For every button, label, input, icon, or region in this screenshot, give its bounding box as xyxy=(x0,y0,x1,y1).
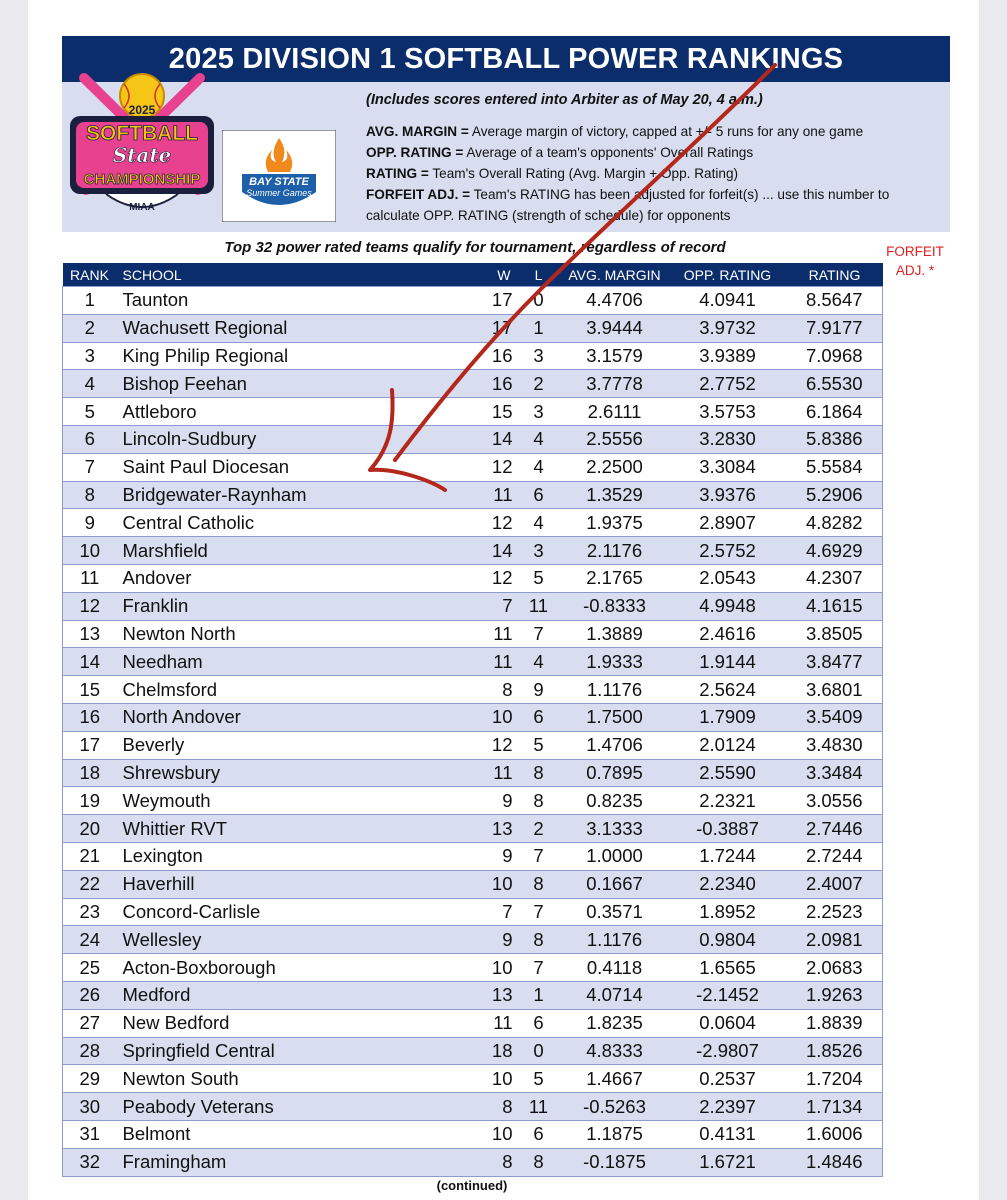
logo-bay-state: BAY STATE xyxy=(249,176,309,188)
wins-cell: 11 xyxy=(433,481,517,509)
wins-cell: 9 xyxy=(433,787,517,815)
avg-margin-cell: 2.2500 xyxy=(561,453,669,481)
column-header-opp-rating: OPP. RATING xyxy=(669,263,787,287)
column-header-w: W xyxy=(433,263,517,287)
table-row xyxy=(63,1148,883,1176)
school-cell: Saint Paul Diocesan xyxy=(117,453,433,481)
rank-cell: 16 xyxy=(63,703,117,731)
rank-cell: 8 xyxy=(63,481,117,509)
rank-cell: 17 xyxy=(63,731,117,759)
losses-cell: 6 xyxy=(517,481,561,509)
avg-margin-cell: 0.4118 xyxy=(561,954,669,982)
avg-margin-cell: 3.1579 xyxy=(561,342,669,370)
school-cell: Haverhill xyxy=(117,870,433,898)
rating-cell: 1.7204 xyxy=(787,1065,883,1093)
wins-cell: 18 xyxy=(433,1037,517,1065)
avg-margin-cell: 1.1176 xyxy=(561,676,669,704)
rating-cell: 6.5530 xyxy=(787,370,883,398)
opp-rating-cell: 2.0124 xyxy=(669,731,787,759)
wins-cell: 8 xyxy=(433,1093,517,1121)
definition-avg-margin xyxy=(366,121,941,142)
wins-cell: 17 xyxy=(433,314,517,342)
losses-cell: 5 xyxy=(517,1065,561,1093)
rank-cell: 23 xyxy=(63,898,117,926)
table-row xyxy=(63,954,883,982)
table-row xyxy=(63,1065,883,1093)
school-cell: North Andover xyxy=(117,703,433,731)
table-row xyxy=(63,703,883,731)
table-row xyxy=(63,370,883,398)
bay-state-games-logo xyxy=(222,130,336,222)
definition-text: Average of a team's opponents' Overall Ratings xyxy=(463,145,754,160)
wins-cell: 14 xyxy=(433,425,517,453)
avg-margin-cell: 1.1176 xyxy=(561,926,669,954)
rank-cell: 7 xyxy=(63,453,117,481)
rank-cell: 2 xyxy=(63,314,117,342)
table-row xyxy=(63,537,883,565)
losses-cell: 5 xyxy=(517,564,561,592)
table-row xyxy=(63,981,883,1009)
logo-word-softball: SOFTBALL xyxy=(86,122,198,145)
avg-margin-cell: 0.3571 xyxy=(561,898,669,926)
losses-cell: 4 xyxy=(517,425,561,453)
table-row xyxy=(63,592,883,620)
losses-cell: 6 xyxy=(517,1009,561,1037)
school-cell: Franklin xyxy=(117,592,433,620)
rating-cell: 7.0968 xyxy=(787,342,883,370)
school-cell: Andover xyxy=(117,564,433,592)
rank-cell: 29 xyxy=(63,1065,117,1093)
wins-cell: 14 xyxy=(433,537,517,565)
school-cell: Newton South xyxy=(117,1065,433,1093)
table-row xyxy=(63,342,883,370)
rating-cell: 5.8386 xyxy=(787,425,883,453)
avg-margin-cell: 2.6111 xyxy=(561,398,669,426)
definition-term: RATING = xyxy=(366,166,429,181)
rating-cell: 1.4846 xyxy=(787,1148,883,1176)
avg-margin-cell: 3.7778 xyxy=(561,370,669,398)
rank-cell: 12 xyxy=(63,592,117,620)
table-row xyxy=(63,731,883,759)
avg-margin-cell: 1.9375 xyxy=(561,509,669,537)
wins-cell: 17 xyxy=(433,287,517,315)
wins-cell: 7 xyxy=(433,592,517,620)
rating-cell: 8.5647 xyxy=(787,287,883,315)
school-cell: Lincoln-Sudbury xyxy=(117,425,433,453)
table-row xyxy=(63,509,883,537)
rank-cell: 20 xyxy=(63,815,117,843)
opp-rating-cell: -0.3887 xyxy=(669,815,787,843)
rating-cell: 1.9263 xyxy=(787,981,883,1009)
table-row xyxy=(63,870,883,898)
rank-cell: 30 xyxy=(63,1093,117,1121)
school-cell: Wellesley xyxy=(117,926,433,954)
wins-cell: 7 xyxy=(433,898,517,926)
avg-margin-cell: 1.8235 xyxy=(561,1009,669,1037)
losses-cell: 7 xyxy=(517,954,561,982)
table-row xyxy=(63,398,883,426)
avg-margin-cell: 0.8235 xyxy=(561,787,669,815)
rating-cell: 4.8282 xyxy=(787,509,883,537)
wins-cell: 12 xyxy=(433,731,517,759)
logo-org: MIAA xyxy=(129,202,155,213)
rank-cell: 15 xyxy=(63,676,117,704)
wins-cell: 10 xyxy=(433,703,517,731)
wins-cell: 9 xyxy=(433,842,517,870)
avg-margin-cell: 3.9444 xyxy=(561,314,669,342)
rating-cell: 2.7446 xyxy=(787,815,883,843)
opp-rating-cell: 2.5752 xyxy=(669,537,787,565)
table-row xyxy=(63,481,883,509)
rating-cell: 2.7244 xyxy=(787,842,883,870)
column-header-rating: RATING xyxy=(787,263,883,287)
opp-rating-cell: 3.9389 xyxy=(669,342,787,370)
avg-margin-cell: 4.8333 xyxy=(561,1037,669,1065)
avg-margin-cell: 4.0714 xyxy=(561,981,669,1009)
wins-cell: 16 xyxy=(433,342,517,370)
definition-text: Team's RATING has been adjusted for forfeit(s) ... use this number to calculate OPP. RATING (strength of schedule) for opponents xyxy=(366,187,890,223)
wins-cell: 9 xyxy=(433,926,517,954)
wins-cell: 11 xyxy=(433,648,517,676)
school-cell: Bridgewater-Raynham xyxy=(117,481,433,509)
table-row xyxy=(63,648,883,676)
rating-cell: 2.0683 xyxy=(787,954,883,982)
wins-cell: 11 xyxy=(433,759,517,787)
table-row xyxy=(63,1009,883,1037)
school-cell: Taunton xyxy=(117,287,433,315)
definition-term: FORFEIT ADJ. = xyxy=(366,187,471,202)
rank-cell: 3 xyxy=(63,342,117,370)
opp-rating-cell: 2.0543 xyxy=(669,564,787,592)
losses-cell: 9 xyxy=(517,676,561,704)
wins-cell: 12 xyxy=(433,509,517,537)
page-title: 2025 DIVISION 1 SOFTBALL POWER RANKINGS xyxy=(62,36,950,82)
school-cell: Wachusett Regional xyxy=(117,314,433,342)
logo-word-championship: CHAMPIONSHIP xyxy=(83,171,201,188)
definition-forfeit-adj xyxy=(366,184,941,226)
losses-cell: 8 xyxy=(517,926,561,954)
wins-cell: 8 xyxy=(433,676,517,704)
opp-rating-cell: 1.6565 xyxy=(669,954,787,982)
rating-cell: 4.1615 xyxy=(787,592,883,620)
definition-rating xyxy=(366,163,941,184)
losses-cell: 4 xyxy=(517,509,561,537)
school-cell: Newton North xyxy=(117,620,433,648)
losses-cell: 7 xyxy=(517,898,561,926)
rating-cell: 1.6006 xyxy=(787,1120,883,1148)
opp-rating-cell: 2.2340 xyxy=(669,870,787,898)
rating-cell: 3.4830 xyxy=(787,731,883,759)
rating-cell: 3.0556 xyxy=(787,787,883,815)
table-row xyxy=(63,926,883,954)
opp-rating-cell: 3.3084 xyxy=(669,453,787,481)
wins-cell: 11 xyxy=(433,620,517,648)
avg-margin-cell: 1.3889 xyxy=(561,620,669,648)
school-cell: Central Catholic xyxy=(117,509,433,537)
school-cell: Lexington xyxy=(117,842,433,870)
losses-cell: 7 xyxy=(517,842,561,870)
avg-margin-cell: 0.1667 xyxy=(561,870,669,898)
rank-cell: 21 xyxy=(63,842,117,870)
table-row xyxy=(63,453,883,481)
avg-margin-cell: 0.7895 xyxy=(561,759,669,787)
avg-margin-cell: -0.8333 xyxy=(561,592,669,620)
rating-cell: 5.5584 xyxy=(787,453,883,481)
rating-cell: 1.8839 xyxy=(787,1009,883,1037)
rank-cell: 1 xyxy=(63,287,117,315)
school-cell: Attleboro xyxy=(117,398,433,426)
opp-rating-cell: 1.8952 xyxy=(669,898,787,926)
rank-cell: 19 xyxy=(63,787,117,815)
losses-cell: 8 xyxy=(517,1148,561,1176)
wins-cell: 10 xyxy=(433,954,517,982)
rank-cell: 10 xyxy=(63,537,117,565)
losses-cell: 0 xyxy=(517,1037,561,1065)
opp-rating-cell: 2.2321 xyxy=(669,787,787,815)
losses-cell: 1 xyxy=(517,981,561,1009)
school-cell: Concord-Carlisle xyxy=(117,898,433,926)
rating-cell: 3.8505 xyxy=(787,620,883,648)
wins-cell: 16 xyxy=(433,370,517,398)
rank-cell: 11 xyxy=(63,564,117,592)
rank-cell: 14 xyxy=(63,648,117,676)
rank-cell: 18 xyxy=(63,759,117,787)
column-header-l: L xyxy=(517,263,561,287)
wins-cell: 13 xyxy=(433,981,517,1009)
school-cell: Springfield Central xyxy=(117,1037,433,1065)
table-row xyxy=(63,1120,883,1148)
school-cell: Marshfield xyxy=(117,537,433,565)
opp-rating-cell: 0.4131 xyxy=(669,1120,787,1148)
opp-rating-cell: 4.0941 xyxy=(669,287,787,315)
avg-margin-cell: 1.4706 xyxy=(561,731,669,759)
rank-cell: 32 xyxy=(63,1148,117,1176)
rating-cell: 1.7134 xyxy=(787,1093,883,1121)
avg-margin-cell: 3.1333 xyxy=(561,815,669,843)
losses-cell: 4 xyxy=(517,453,561,481)
opp-rating-cell: 3.5753 xyxy=(669,398,787,426)
wins-cell: 10 xyxy=(433,1065,517,1093)
rank-cell: 25 xyxy=(63,954,117,982)
rating-cell: 3.8477 xyxy=(787,648,883,676)
column-header-school: SCHOOL xyxy=(117,263,433,287)
school-cell: Medford xyxy=(117,981,433,1009)
table-row xyxy=(63,314,883,342)
rating-cell: 1.8526 xyxy=(787,1037,883,1065)
opp-rating-cell: 0.9804 xyxy=(669,926,787,954)
definition-opp-rating xyxy=(366,142,941,163)
definitions-list xyxy=(366,121,941,226)
logo-year: 2025 xyxy=(128,103,156,117)
wins-cell: 13 xyxy=(433,815,517,843)
school-cell: Weymouth xyxy=(117,787,433,815)
table-row xyxy=(63,842,883,870)
avg-margin-cell: 1.7500 xyxy=(561,703,669,731)
rank-cell: 31 xyxy=(63,1120,117,1148)
rating-cell: 3.6801 xyxy=(787,676,883,704)
opp-rating-cell: -2.1452 xyxy=(669,981,787,1009)
opp-rating-cell: 4.9948 xyxy=(669,592,787,620)
school-cell: Bishop Feehan xyxy=(117,370,433,398)
definition-text: Team's Overall Rating (Avg. Margin + Opp. Rating) xyxy=(428,166,739,181)
opp-rating-cell: 3.2830 xyxy=(669,425,787,453)
school-cell: Chelmsford xyxy=(117,676,433,704)
definition-text: Average margin of victory, capped at +/- 5 runs for any one game xyxy=(468,124,864,139)
definition-term: AVG. MARGIN = xyxy=(366,124,469,139)
rating-cell: 6.1864 xyxy=(787,398,883,426)
avg-margin-cell: 4.4706 xyxy=(561,287,669,315)
school-cell: Peabody Veterans xyxy=(117,1093,433,1121)
wins-cell: 15 xyxy=(433,398,517,426)
rating-cell: 3.5409 xyxy=(787,703,883,731)
losses-cell: 3 xyxy=(517,342,561,370)
opp-rating-cell: 1.9144 xyxy=(669,648,787,676)
avg-margin-cell: 1.1875 xyxy=(561,1120,669,1148)
losses-cell: 0 xyxy=(517,287,561,315)
rank-cell: 9 xyxy=(63,509,117,537)
definition-term: OPP. RATING = xyxy=(366,145,464,160)
rank-cell: 5 xyxy=(63,398,117,426)
rating-cell: 3.3484 xyxy=(787,759,883,787)
losses-cell: 6 xyxy=(517,1120,561,1148)
table-header-row xyxy=(63,263,883,287)
table-row xyxy=(63,759,883,787)
opp-rating-cell: 0.0604 xyxy=(669,1009,787,1037)
wins-cell: 12 xyxy=(433,453,517,481)
opp-rating-cell: 2.4616 xyxy=(669,620,787,648)
rating-cell: 2.0981 xyxy=(787,926,883,954)
opp-rating-cell: 2.7752 xyxy=(669,370,787,398)
table-row xyxy=(63,1093,883,1121)
table-row xyxy=(63,1037,883,1065)
rating-cell: 4.2307 xyxy=(787,564,883,592)
opp-rating-cell: 0.2537 xyxy=(669,1065,787,1093)
opp-rating-cell: 3.9376 xyxy=(669,481,787,509)
forfeit-header-line: FORFEIT xyxy=(886,244,944,259)
school-cell: Acton-Boxborough xyxy=(117,954,433,982)
logo-summer-games: Summer Games xyxy=(246,188,312,198)
wins-cell: 12 xyxy=(433,564,517,592)
losses-cell: 6 xyxy=(517,703,561,731)
rank-cell: 13 xyxy=(63,620,117,648)
opp-rating-cell: 2.5624 xyxy=(669,676,787,704)
wins-cell: 10 xyxy=(433,1120,517,1148)
opp-rating-cell: 1.7909 xyxy=(669,703,787,731)
losses-cell: 1 xyxy=(517,314,561,342)
opp-rating-cell: -2.9807 xyxy=(669,1037,787,1065)
rank-cell: 4 xyxy=(63,370,117,398)
opp-rating-cell: 2.2397 xyxy=(669,1093,787,1121)
school-cell: New Bedford xyxy=(117,1009,433,1037)
forfeit-header-line: ADJ. * xyxy=(895,263,935,278)
rating-cell: 4.6929 xyxy=(787,537,883,565)
avg-margin-cell: -0.1875 xyxy=(561,1148,669,1176)
losses-cell: 7 xyxy=(517,620,561,648)
school-cell: Belmont xyxy=(117,1120,433,1148)
opp-rating-cell: 2.5590 xyxy=(669,759,787,787)
logo-word-state: State xyxy=(112,143,172,167)
rank-cell: 27 xyxy=(63,1009,117,1037)
avg-margin-cell: 2.5556 xyxy=(561,425,669,453)
losses-cell: 8 xyxy=(517,759,561,787)
school-cell: Needham xyxy=(117,648,433,676)
rankings-table xyxy=(62,263,883,1177)
school-cell: Framingham xyxy=(117,1148,433,1176)
rating-cell: 2.4007 xyxy=(787,870,883,898)
avg-margin-cell: -0.5263 xyxy=(561,1093,669,1121)
avg-margin-cell: 2.1765 xyxy=(561,564,669,592)
avg-margin-cell: 1.0000 xyxy=(561,842,669,870)
losses-cell: 11 xyxy=(517,1093,561,1121)
losses-cell: 3 xyxy=(517,398,561,426)
table-row xyxy=(63,620,883,648)
avg-margin-cell: 1.4667 xyxy=(561,1065,669,1093)
losses-cell: 3 xyxy=(517,537,561,565)
opp-rating-cell: 1.7244 xyxy=(669,842,787,870)
losses-cell: 2 xyxy=(517,370,561,398)
table-row xyxy=(63,787,883,815)
school-cell: Beverly xyxy=(117,731,433,759)
school-cell: King Philip Regional xyxy=(117,342,433,370)
opp-rating-cell: 1.6721 xyxy=(669,1148,787,1176)
opp-rating-cell: 2.8907 xyxy=(669,509,787,537)
avg-margin-cell: 1.3529 xyxy=(561,481,669,509)
school-cell: Shrewsbury xyxy=(117,759,433,787)
wins-cell: 10 xyxy=(433,870,517,898)
rank-cell: 24 xyxy=(63,926,117,954)
losses-cell: 8 xyxy=(517,787,561,815)
forfeit-adj-header xyxy=(880,242,950,280)
continued-label: (continued) xyxy=(436,1178,508,1193)
avg-margin-cell: 1.9333 xyxy=(561,648,669,676)
table-row xyxy=(63,898,883,926)
qualify-note: Top 32 power rated teams qualify for tournament, regardless of record xyxy=(224,239,726,256)
opp-rating-cell: 3.9732 xyxy=(669,314,787,342)
losses-cell: 11 xyxy=(517,592,561,620)
school-cell: Whittier RVT xyxy=(117,815,433,843)
rank-cell: 26 xyxy=(63,981,117,1009)
losses-cell: 4 xyxy=(517,648,561,676)
table-row xyxy=(63,815,883,843)
table-row xyxy=(63,564,883,592)
table-row xyxy=(63,287,883,315)
avg-margin-cell: 2.1176 xyxy=(561,537,669,565)
table-row xyxy=(63,676,883,704)
rank-cell: 28 xyxy=(63,1037,117,1065)
column-header-avg-margin: AVG. MARGIN xyxy=(561,263,669,287)
rating-cell: 2.2523 xyxy=(787,898,883,926)
wins-cell: 11 xyxy=(433,1009,517,1037)
losses-cell: 2 xyxy=(517,815,561,843)
table-row xyxy=(63,425,883,453)
losses-cell: 8 xyxy=(517,870,561,898)
data-as-of-note: (Includes scores entered into Arbiter as of May 20, 4 a.m.) xyxy=(366,92,763,108)
rating-cell: 5.2906 xyxy=(787,481,883,509)
wins-cell: 8 xyxy=(433,1148,517,1176)
softball-championship-logo xyxy=(66,70,218,226)
column-header-rank: RANK xyxy=(63,263,117,287)
rating-cell: 7.9177 xyxy=(787,314,883,342)
rank-cell: 6 xyxy=(63,425,117,453)
rank-cell: 22 xyxy=(63,870,117,898)
losses-cell: 5 xyxy=(517,731,561,759)
